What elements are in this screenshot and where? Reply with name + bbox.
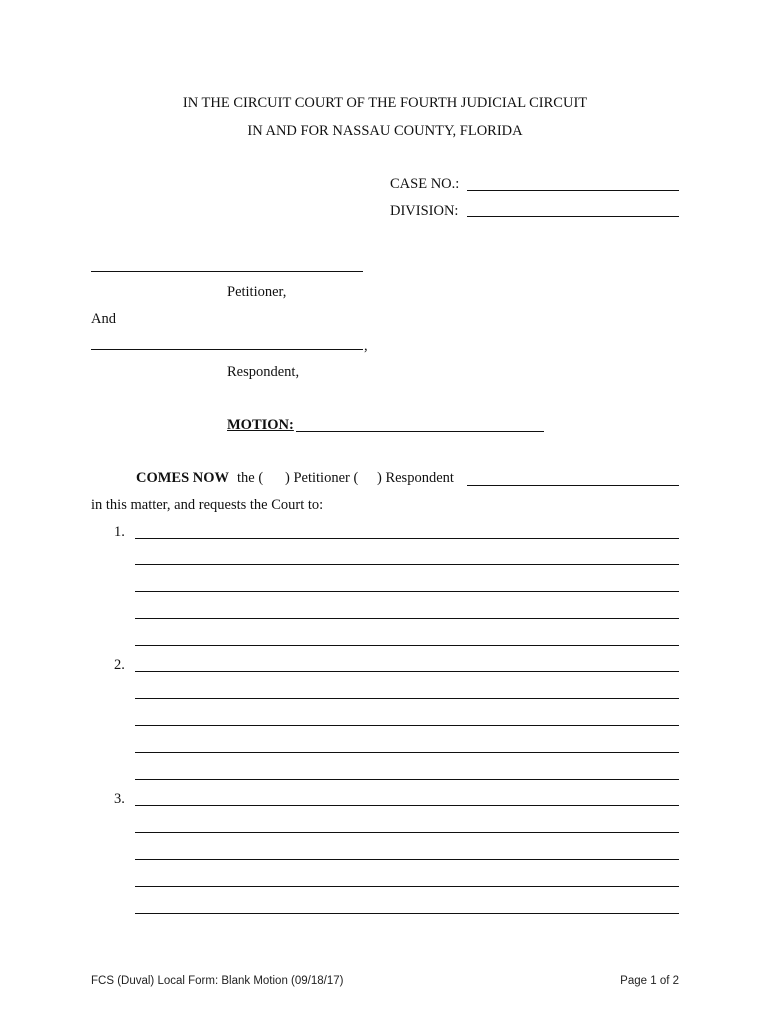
- item-2-line-5[interactable]: [135, 779, 679, 780]
- item-2-line-2[interactable]: [135, 698, 679, 699]
- item-1-line-4[interactable]: [135, 618, 679, 619]
- item-1-line-2[interactable]: [135, 564, 679, 565]
- item-3-line-2[interactable]: [135, 832, 679, 833]
- court-header-line2: IN AND FOR NASSAU COUNTY, FLORIDA: [247, 123, 523, 139]
- footer-form-name: FCS (Duval) Local Form: Blank Motion (09/18/17): [91, 975, 344, 987]
- case-no-label: CASE NO.:: [390, 176, 460, 192]
- comes-now-text: COMES NOW: [136, 470, 230, 486]
- item-1-line-1[interactable]: [135, 538, 679, 539]
- item-3-line-5[interactable]: [135, 913, 679, 914]
- division-label: DIVISION:: [390, 203, 459, 219]
- item-2-line-3[interactable]: [135, 725, 679, 726]
- item-3-line-4[interactable]: [135, 886, 679, 887]
- case-no-field[interactable]: [467, 190, 679, 191]
- footer-page-number: Page 1 of 2: [620, 975, 679, 987]
- motion-title: MOTION:: [227, 417, 294, 433]
- item-1-line-3[interactable]: [135, 591, 679, 592]
- request-text: in this matter, and requests the Court to:: [91, 497, 324, 513]
- item-number: 3.: [114, 791, 125, 807]
- respondent-comma: ,: [364, 338, 368, 354]
- the-text: the (: [237, 470, 264, 486]
- item-3-line-1[interactable]: [135, 805, 679, 806]
- respondent-option[interactable]: ) Respondent: [377, 470, 454, 486]
- petitioner-option[interactable]: ) Petitioner (: [285, 470, 359, 486]
- respondent-name-field[interactable]: [91, 349, 363, 350]
- movant-name-field[interactable]: [467, 485, 679, 486]
- motion-title-field[interactable]: [296, 431, 544, 432]
- item-1-line-5[interactable]: [135, 645, 679, 646]
- item-number: 1.: [114, 524, 125, 540]
- petitioner-name-field[interactable]: [91, 271, 363, 272]
- item-2-line-4[interactable]: [135, 752, 679, 753]
- item-3-line-3[interactable]: [135, 859, 679, 860]
- and-label: And: [91, 311, 116, 327]
- petitioner-label: Petitioner,: [227, 284, 287, 300]
- division-field[interactable]: [467, 216, 679, 217]
- respondent-label: Respondent,: [227, 364, 300, 380]
- item-2-line-1[interactable]: [135, 671, 679, 672]
- court-header-line1: IN THE CIRCUIT COURT OF THE FOURTH JUDICIAL CIRCUIT: [182, 95, 588, 111]
- item-number: 2.: [114, 657, 125, 673]
